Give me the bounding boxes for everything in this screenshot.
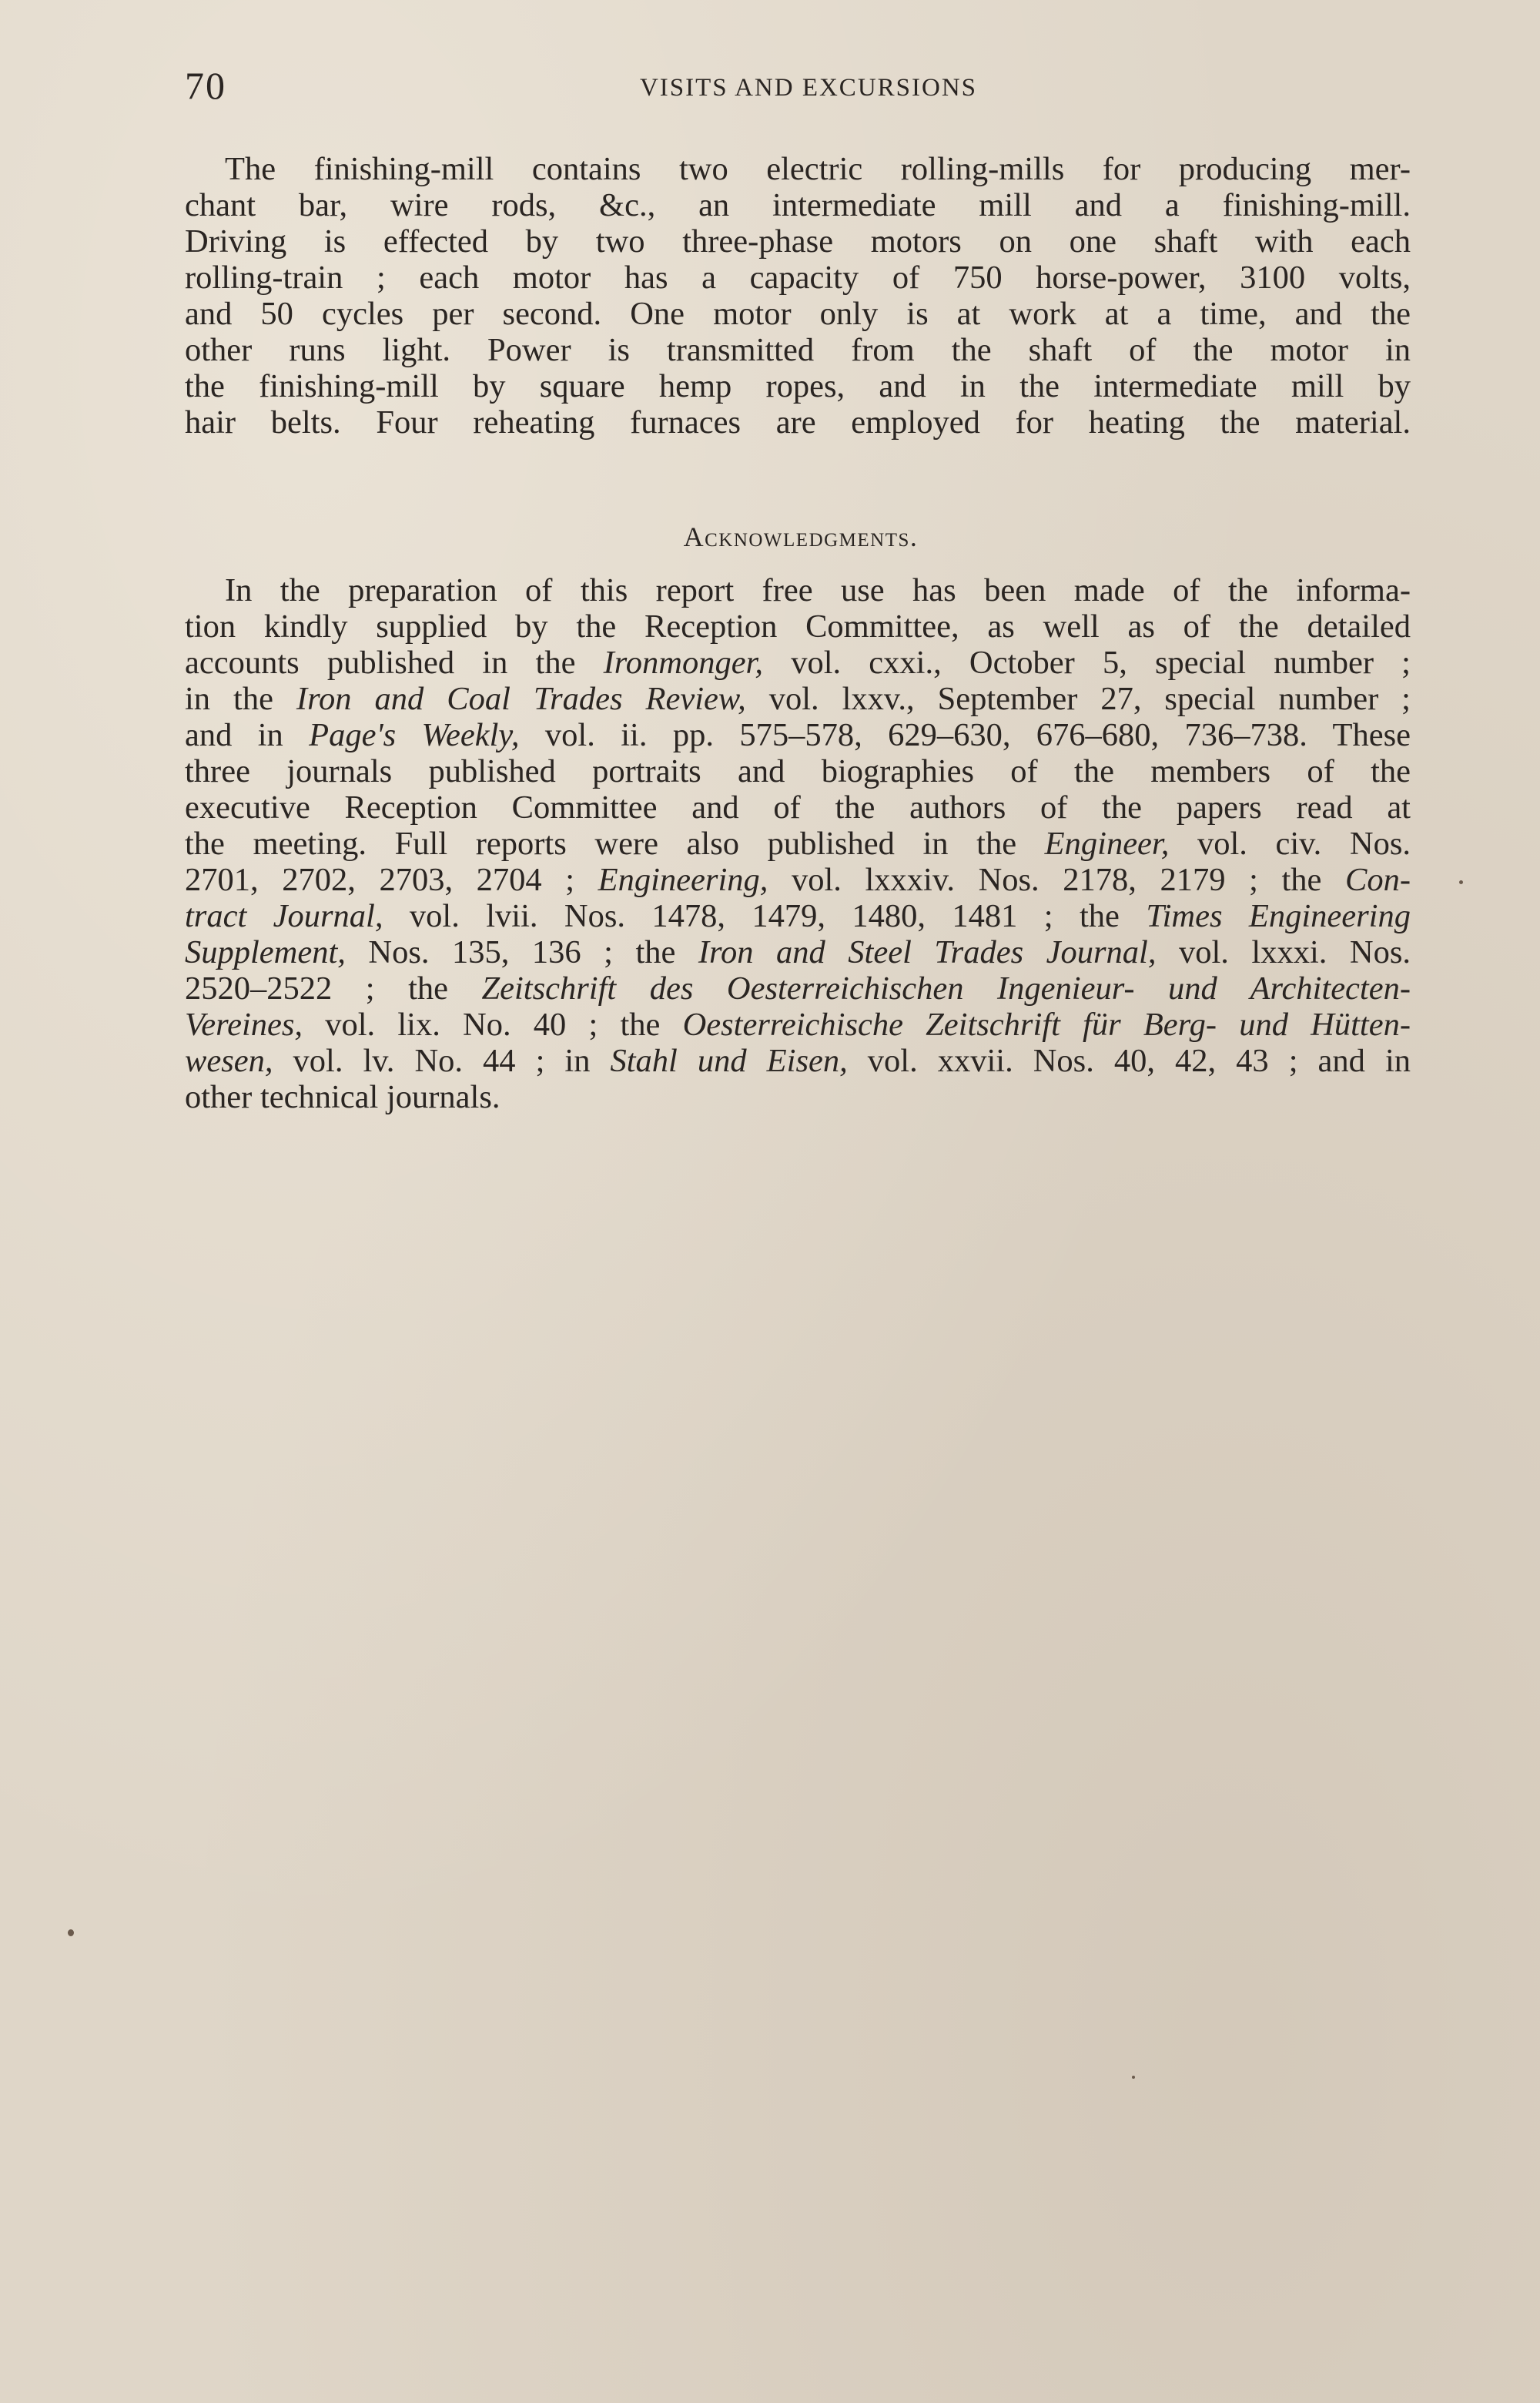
text-segment: vol. lxxxiv. Nos. 2178, 2179 ; the <box>768 862 1345 898</box>
running-header <box>185 63 1417 109</box>
text-line: executive Reception Committee and of the authors of the papers read at <box>185 789 1411 826</box>
text-segment: and in <box>185 717 310 753</box>
paragraph-acknowledgments <box>185 572 1411 1115</box>
text-line <box>185 862 1411 898</box>
journal-title: tract Journal, <box>185 898 383 934</box>
journal-title: wesen, <box>185 1043 273 1079</box>
text-line: In the preparation of this report free use has been made of the informa- <box>225 572 1411 608</box>
journal-title: Engineering, <box>598 862 768 898</box>
text-line: other technical journals. <box>185 1079 500 1115</box>
text-line: the finishing-mill by square hemp ropes, and in the intermediate mill by <box>185 368 1411 404</box>
journal-title: Stahl und Eisen, <box>610 1043 848 1079</box>
journal-title: Zeitschrift des Oesterreichischen Ingenieur- und Architecten- <box>481 970 1411 1007</box>
text-line <box>185 970 1411 1007</box>
text-line <box>185 934 1411 970</box>
text-segment: Nos. 135, 136 ; the <box>345 934 698 970</box>
paper-spot <box>1459 880 1463 884</box>
text-line: hair belts. Four reheating furnaces are employed for heating the material. <box>185 404 1411 441</box>
text-segment: vol. lv. No. 44 ; in <box>273 1043 611 1079</box>
text-segment: vol. lxxv., September 27, special number ; <box>745 681 1411 717</box>
journal-title: Engineer, <box>1044 826 1170 862</box>
text-segment: vol. lvii. Nos. 1478, 1479, 1480, 1481 ; the <box>383 898 1147 934</box>
paper-spot <box>1132 2076 1135 2079</box>
text-segment: vol. xxvii. Nos. 40, 42, 43 ; and in <box>847 1043 1411 1079</box>
text-line <box>185 681 1411 717</box>
text-segment: vol. lxxxi. Nos. <box>1156 934 1411 970</box>
text-line: tion kindly supplied by the Reception Committee, as well as of the detailed <box>185 608 1411 645</box>
text-line <box>185 717 1411 753</box>
text-segment: vol. ii. pp. 575–578, 629–630, 676–680, 736–738. These <box>519 717 1411 753</box>
text-segment: vol. civ. Nos. <box>1169 826 1411 862</box>
text-line: Driving is effected by two three-phase motors on one shaft with each <box>185 223 1411 260</box>
text-line: and 50 cycles per second. One motor only is at work at a time, and the <box>185 296 1411 332</box>
text-line <box>185 826 1411 862</box>
text-line: three journals published portraits and biographies of the members of the <box>185 753 1411 789</box>
journal-title: Iron and Coal Trades Review, <box>296 681 746 717</box>
journal-title: Times Engineering <box>1146 898 1411 934</box>
paragraph-finishing-mill <box>185 151 1411 441</box>
paper-spot <box>68 1929 74 1936</box>
text-line: other runs light. Power is transmitted from the shaft of the motor in <box>185 332 1411 368</box>
journal-title: Supplement, <box>185 934 346 970</box>
text-segment: the meeting. Full reports were also published in the <box>185 826 1045 862</box>
text-line <box>185 645 1411 681</box>
text-segment: in the <box>185 681 296 717</box>
page-number: 70 <box>185 64 226 107</box>
journal-title: Vereines, <box>185 1007 303 1043</box>
text-segment: vol. lix. No. 40 ; the <box>303 1007 683 1043</box>
text-line <box>185 898 1411 934</box>
text-segment: 2520–2522 ; the <box>185 970 482 1007</box>
running-title: VISITS AND EXCURSIONS <box>639 74 978 102</box>
text-segment: vol. cxxi., October 5, special number ; <box>763 645 1411 681</box>
text-line: rolling-train ; each motor has a capacity of 750 horse-power, 3100 volts, <box>185 260 1411 296</box>
section-heading-acknowledgments: Acknowledgments. <box>683 521 919 552</box>
journal-title: Page's Weekly, <box>309 717 520 753</box>
text-line <box>185 1043 1411 1079</box>
journal-title: Ironmonger, <box>603 645 764 681</box>
journal-title: Oesterreichische Zeitschrift für Berg- und Hütten- <box>682 1007 1411 1043</box>
text-line <box>185 1007 1411 1043</box>
journal-title: Iron and Steel Trades Journal, <box>698 934 1157 970</box>
text-segment: accounts published in the <box>185 645 604 681</box>
text-line: chant bar, wire rods, &c., an intermediate mill and a finishing-mill. <box>185 187 1411 223</box>
journal-title: Con- <box>1345 862 1411 898</box>
text-line: The finishing-mill contains two electric rolling-mills for producing mer- <box>225 151 1411 187</box>
text-segment: 2701, 2702, 2703, 2704 ; <box>185 862 598 898</box>
